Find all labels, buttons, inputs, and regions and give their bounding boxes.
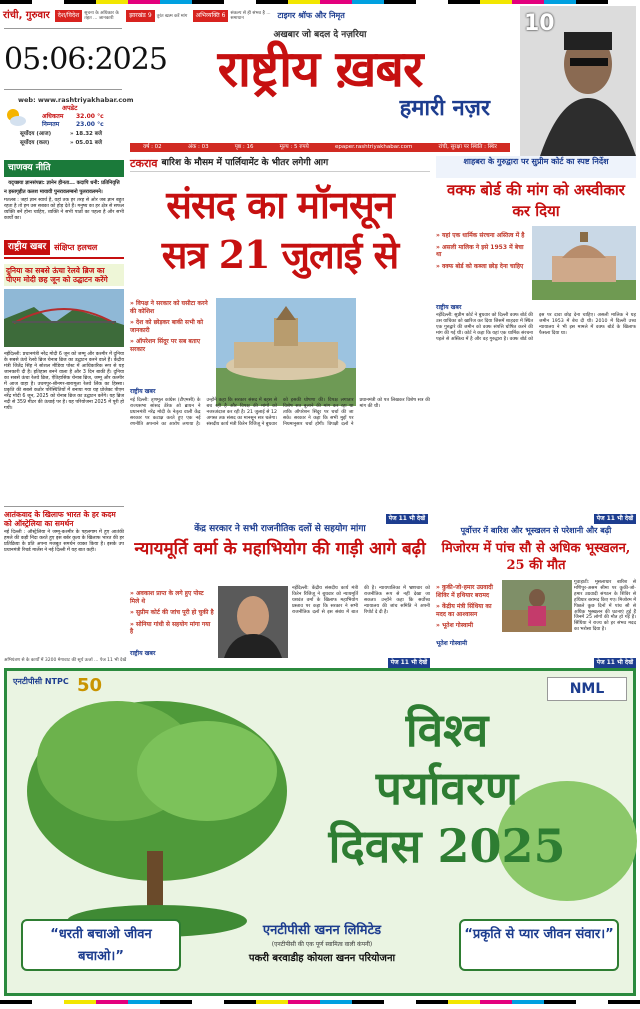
flood-bullets: [436, 580, 500, 640]
top-right-teaser[interactable]: टाइगर श्रॉफ और निमृत: [277, 11, 345, 20]
sun-cloud-icon: [4, 106, 26, 128]
flood-headline[interactable]: मिजोरम में पांच सौ से अधिक भूस्खलन, 25 की मौत: [441, 541, 631, 573]
tab-jharkhand-label: झारखंड: [129, 12, 146, 20]
lead-headline-line1: संसद का मॉनसून: [166, 182, 394, 227]
lead-more-link[interactable]: [368, 514, 428, 523]
weather-title: अपडेट: [62, 104, 78, 112]
issue-info-pages: पृष्ठ : 16: [234, 144, 254, 151]
chanakya-text: मतलब : जहां ज्ञान स्वार्थ है, वहां तक हर तरह से ओर जब ज्ञान बहुत रहता है तो हम उस सबका को होड़ देते हैं। मनुष्य का हर क्षेत्र से सफल व्यक्ति बनें होना चाहिए, व्यक्ति ने सभी पाठों का पहला है और सभी कार्यों का।: [4, 198, 124, 222]
flood-bullet: » कुकी-जो-हमार उग्रवादी शिविर में हथियार बरामद: [436, 584, 500, 599]
story1-title[interactable]: दुनिया का सबसे ऊंचा रेलवे ब्रिज का पीएम मोदी छह जून को उद्घाटन करेंगे: [4, 264, 124, 286]
lead-byline-text: राष्ट्रीय खबर: [130, 388, 156, 395]
varma-more: पेज 11 भी देखें: [388, 658, 430, 668]
lead-headline[interactable]: [130, 180, 430, 290]
flood-kicker: पूर्वोत्तर में बारिश और भूस्खलन से परेशानी और बढ़ी: [460, 526, 612, 535]
story1-body: नईदिल्ली: प्रधानमंत्री नरेंद्र मोदी 6 जून को जम्मू और कश्मीर में दुनिया के सबसे ऊंचे रेलवे ब्रिज चेनाब ब्रिज का उद्घाटन करने वाले हैं। केंद्रीय मंत्री जितेंद्र सिंह ने सोशल मीडिया पोस्ट में आधिकारिक रूप से यह जानकारी दी है। इतिहास बनने वाला है और 3 दिन बाकी हैं। दुनिया का सबसे ऊंचा रेलवे ब्रिज, ऐतिहासिक चेनाब ब्रिज, जम्मू और कश्मीर में आज वाहा है। उधमपुर-श्रीनगर-बारामूला रेलवे लिंक का हिस्सा। प्रकृति की सबसे कठोर परिस्थितियों में बनाया गया यह प्रोजेक्ट पीएम नरेंद्र मोदी 6 जून, 2025 को चेनाब ब्रिज का उद्घाटन करेंगे। यह ब्रिज नदी से 359 मीटर की ऊंचाई पर है। यह परियोजना 2025 में पूरी हो गयी।: [4, 351, 124, 411]
lead-bullets: [130, 296, 210, 396]
flood-byline-text: भूतेश गोस्वामी: [436, 640, 468, 647]
issue-info-year: वर्ष : 02: [143, 144, 162, 151]
issue-info-place: रांची, सुरक्षा पर स्थिति : स्थिर: [438, 144, 497, 151]
ad-company: एनटीपीसी खनन लिमिटेड: [262, 923, 382, 938]
justice-varma-photo: [218, 586, 288, 658]
section-title: राष्ट्रीय खबर: [4, 240, 50, 255]
waqf-more: पेज 11 भी देखें: [594, 514, 636, 524]
waqf-byline-text: राष्ट्रीय खबर: [436, 304, 462, 311]
box1-sub: सूचना के अधिकार के तहत ... जानकारी: [84, 11, 119, 21]
ntpc-logo: एनटीपीसी NTPC: [13, 677, 69, 686]
ad-headline: [327, 701, 567, 881]
varma-byline-text: राष्ट्रीय खबर: [130, 650, 156, 657]
lead-bullet: » विपक्ष ने सरकार को घसीटा करने की कोशिश: [130, 300, 210, 315]
weather-panel: [4, 104, 122, 152]
story2-body: नई दिल्ली : ऑस्ट्रेलिया ने जम्मू-कश्मीर के पहलगाम में हुए आतंकी हमले की कड़ी निंदा करते हुए इस बर्बर कृत्य के खिलाफ भारत की हर प्रतिक्रिया के प्रति अपना मजबूत समर्थन व्यक्त किया है। इसके उप प्रधानमंत्री रिचर्ड मार्लेस ने नई दिल्ली में यह बात कही।: [4, 529, 124, 553]
lead-more: पेज 11 भी देखें: [386, 514, 428, 524]
supreme-court-photo: [532, 226, 636, 300]
sunset-label: सूर्योदय (कल): [20, 140, 50, 146]
chanakya-title: चाणक्य नीति: [4, 160, 124, 177]
sunrise-value: » 18.32 बजे: [70, 131, 103, 137]
masthead-sub: हमारी नज़र: [399, 95, 490, 122]
registration-bar-top: [0, 0, 640, 4]
max-label: अधिकतम: [42, 113, 64, 120]
box2-sub: तुरंत खत्म करें मांग: [156, 13, 188, 19]
flood-body: गुवाहाटी: मूसलाधार बारिश से मणिपुर-असम सीमा पर कुकी-जो-हमार उग्रवादी संगठन के शिविर से हथियार बरामद किए गए। मिजोरम में पिछले कुछ दिनों में पांच सौ से अधिक भूस्खलन की घटनाएं हुई हैं जिनमें 25 लोगों की मौत हो गई है। सिंधिया ने राज्य को हर संभव मदद का भरोसा दिया है।: [574, 580, 636, 633]
lead-headline-line2: सत्र 21 जुलाई से: [161, 232, 399, 277]
slogan-right: “प्रकृति से प्यार जीवन संवार।”: [459, 919, 619, 971]
varma-bullet: » अवकाश प्राप्त के लगे हुए पोस्ट मिले थे: [130, 590, 214, 605]
masthead: [130, 30, 510, 140]
lead-body: नई दिल्ली: तृणमूल कांग्रेस (टीएमसी) के राज्यसभा सांसद डेरेक ओ ब्रायन ने प्रधानमंत्री नरेंद्र मोदी के नेतृत्व वाली केंद्र सरकार पर कटाक्ष करते हुए एक नई रणनीति अपनाने का आरोप लगाया है। उन्होंने कहा कि सरकार संसद में बहस से बच रही है और विपक्ष की मांगों को नजरअंदाज कर रही है। 21 जुलाई से 12 अगस्त तक संसद का मानसून सत्र चलेगा। संसदीय कार्य मंत्री किरेन रिजिजू ने बुधवार को इसकी घोषणा की। विपक्ष लगातार विशेष सत्र बुलाने की मांग कर रहा था ताकि ऑपरेशन सिंदूर पर चर्चा की जा सके। सरकार ने कहा कि सभी मुद्दों पर नियमानुसार चर्चा होगी। विपक्षी दलों ने प्रधानमंत्री को पत्र लिखकर विशेष सत्र की मांग की थी।: [130, 398, 430, 427]
waqf-bullet: » यहां एक धार्मिक संरचना अस्तित्व में है: [436, 232, 528, 240]
chenab-bridge-photo: [4, 289, 124, 347]
nml-logo: NML: [547, 677, 627, 701]
flood-photo: [502, 580, 572, 632]
waqf-kicker: शाहबरा के गुरुद्वारा पर सुप्रीम कोर्ट का स्पष्ट निर्देश: [436, 156, 636, 178]
tab-abhivyakti-label: अभिव्यक्ति: [195, 12, 220, 20]
epaper-link[interactable]: epaper.rashtriyakhabar.com: [335, 144, 413, 151]
flood-bullet: » केंद्रीय मंत्री सिंधिया का मदद का आश्वासन: [436, 603, 500, 618]
chanakya-meaning: न हस्तगृहीत कलश मायावी पुनरावलम्बनो पुलरावलमने।: [4, 189, 103, 196]
min-value: 23.00 °c: [76, 121, 104, 128]
tab-desh-videsh[interactable]: देश/विदेश: [55, 10, 82, 22]
varma-more-link[interactable]: [368, 658, 430, 667]
tab-jharkhand[interactable]: [126, 10, 154, 22]
varma-headline[interactable]: न्यायमूर्ति वर्मा के महाभियोग की गाड़ी आगे बढ़ी: [134, 539, 426, 559]
ad-headline-line3: दिवस 2025: [328, 819, 566, 873]
lead-byline: [130, 388, 210, 396]
parliament-photo: [216, 298, 356, 406]
waqf-bullets: [436, 228, 528, 302]
lead-kicker-row: [130, 156, 430, 172]
issue-date: 05:06:2025: [4, 28, 122, 90]
waqf-body: नईदिल्ली: सुप्रीम कोर्ट ने बुधवार को दिल्ली वक्फ बोर्ड की उस याचिका को खारिज कर दिया जिसमें शाहदरा में स्थित एक गुरुद्वारे की जमीन को वक्फ संपत्ति घोषित करने की मांग की गई थी। कोर्ट ने कहा कि यहां एक धार्मिक संरचना पहले से अस्तित्व में है और वह गुरुद्वारा है। वक्फ बोर्ड को इस पर दावा छोड़ देना चाहिए। असली मालिक ने यह जमीन 1953 में बेच दी थी। 2010 में दिल्ली उच्च न्यायालय ने भी इस मामले में वक्फ बोर्ड के खिलाफ फैसला दिया था।: [436, 313, 636, 342]
issue-info-number: अंक : 03: [187, 144, 209, 151]
flood-more-link[interactable]: [576, 658, 636, 667]
sunset-value: » 05.01 बजे: [70, 140, 103, 146]
box3-sub: संकल्प से ही संभव है ... समाधान: [230, 11, 271, 21]
issue-info-bar: [130, 143, 510, 152]
lead-kicker-text: बारिश के मौसम में पार्लियामेंट के भीतर लगेगी आग: [161, 157, 329, 168]
section-sub: संक्षिप्त हलचल: [54, 242, 98, 252]
waqf-headline[interactable]: वक्फ बोर्ड की मांग को अस्वीकार कर दिया: [447, 181, 625, 220]
varma-byline: [130, 650, 210, 658]
chanakya-niti: [4, 160, 124, 240]
ad-company-sub: (एनटीपीसी की एक पूर्ण स्वामित्व वाली कंपनी): [271, 941, 373, 948]
top-strip: [0, 6, 520, 26]
ad-headline-line1: विश्व: [405, 703, 489, 757]
celebrity-photo-box[interactable]: [520, 6, 636, 156]
page-number: 10: [524, 11, 555, 36]
ntpc-50-badge: 50: [77, 675, 103, 696]
sunrise-label: सूर्योदय (आज): [20, 131, 52, 137]
varma-body: नईदिल्ली: केंद्रीय संसदीय कार्य मंत्री किरेन रिजिजू ने बुधवार को न्यायमूर्ति यशवंत वर्मा के खिलाफ महाभियोग प्रस्ताव पर कहा कि सरकार ने सभी राजनीतिक दलों से इस संबंध में बात की है। न्यायपालिका में भ्रष्टाचार को राजनीतिक रूप से नहीं देखा जा सकता। उन्होंने कहा कि सर्वोच्च न्यायालय की जांच समिति ने अपनी रिपोर्ट दे दी है।: [292, 586, 430, 615]
lead-footer-headline: केंद्र सरकार ने सभी राजनीतिक दलों से सहयोग मांगा: [194, 524, 366, 534]
flood-more: पेज 11 भी देखें: [594, 658, 636, 668]
footer-note: अभियंत्रण से के कार्यों में 3200 मेगावाट की सूर्य ऊर्जा ... पेज 11 भी देखें: [4, 658, 127, 663]
flood-byline: [436, 640, 500, 648]
lead-bullet: » ऑपरेशन सिंदूर पर सब बताए सरकार: [130, 338, 210, 353]
issue-info-price: मूल्य : 5 रुपये: [279, 144, 309, 151]
registration-bar-bottom: [0, 1000, 640, 1004]
website[interactable]: web: www.rashtriyakhabar.com: [18, 96, 134, 104]
city-day: रांची, गुरुवार: [3, 9, 50, 21]
waqf-bullet: » असली मालिक ने इसे 1953 में बेचा था: [436, 244, 528, 259]
tab-jharkhand-page: 9: [147, 12, 152, 20]
max-value: 32.00 °c: [76, 113, 104, 120]
lead-kicker: टकराव: [130, 156, 158, 170]
lead-bullet: » देश को छोड़कर बाकी सभी को जानकारी: [130, 319, 210, 334]
flood-bullet: » भूतेश गोस्वामी: [436, 622, 500, 630]
varma-bullet: » सोनिया गांधी से सहयोग मांगा गया है: [130, 621, 214, 636]
newspaper-name: राष्ट्रीय ख़बर: [217, 39, 423, 99]
slogan-left: “धरती बचाओ जीवन बचाओ।”: [21, 919, 181, 971]
waqf-more-link[interactable]: [576, 514, 636, 523]
left-brief-section: [4, 240, 124, 660]
varma-bullet: » सुप्रीम कोर्ट की जांच पूरी हो चुकी है: [130, 609, 214, 617]
waqf-byline: [436, 304, 516, 312]
tab-abhivyakti-page: 6: [221, 12, 226, 20]
varma-bullets: [130, 586, 214, 656]
tab-abhivyakti[interactable]: [193, 10, 229, 22]
waqf-bullet: » वक्फ बोर्ड को कब्जा छोड़ देना चाहिए: [436, 263, 528, 271]
masthead-tagline: अखबार जो बदल दे नज़रिया: [273, 30, 367, 40]
story2-title[interactable]: आतंकवाद के खिलाफ भारत के हर कदम को ऑस्ट्रेलिया का समर्थन: [4, 506, 124, 528]
ntpc-advertisement[interactable]: [4, 668, 636, 996]
ad-project: पकरी बरवाडीह कोयला खनन परियोजना: [248, 953, 396, 964]
ad-headline-line2: पर्यावरण: [375, 761, 519, 815]
chanakya-quote: यदृच्छया ज्ञानसंपन्ना: ज्ञानेन हीनता... कदापि धनी: प्रतिनिवृत्ति: [8, 180, 120, 187]
min-label: निम्नतम: [42, 121, 60, 128]
